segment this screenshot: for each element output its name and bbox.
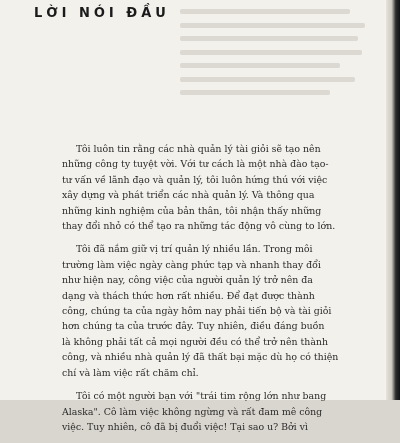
show-through-text	[180, 6, 370, 101]
text-line: Tôi đã nắm giữ vị trí quản lý nhiều lần. Trong môi	[76, 244, 313, 256]
text-line: công, chúng ta của ngày hôm nay phải tiến bộ và tài giỏi	[62, 306, 332, 318]
text-line: Alaska". Cô làm việc không ngừng và rất đam mê công	[62, 406, 323, 418]
page-title: LỜI NÓI ĐẦU	[34, 6, 170, 21]
text-line: hơn chúng ta của trước đây. Tuy nhiên, điều đáng buồn	[62, 321, 325, 333]
text-line: công, và nhiều nhà quản lý đã thất bại mặc dù họ có thiện	[62, 352, 339, 364]
text-line: dạng và thách thức hơn rất nhiều. Để đạt được thành	[62, 290, 315, 302]
text-line: là không phải tất cả mọi người đều có thể trở nên thành	[62, 336, 329, 348]
body-text	[62, 142, 374, 443]
text-line: tư vấn về lãnh đạo và quản lý, tôi luôn hứng thú với việc	[62, 174, 328, 186]
text-line: như hiện nay, công việc của người quản lý trở nên đa	[62, 275, 313, 287]
text-line: những kinh nghiệm của bản thân, tôi nhận thấy những	[62, 205, 322, 217]
text-line: xây dựng và phát triển các nhà quản lý. Và thông qua	[62, 190, 315, 202]
paragraph-1	[62, 142, 374, 234]
text-line: thay đổi nhỏ có thể tạo ra những tác động vô cùng to lớn.	[62, 221, 336, 233]
text-line: việc. Tuy nhiên, cô đã bị đuổi việc! Tại sao u? Bởi vì	[62, 421, 308, 433]
book-binding-edge	[386, 0, 400, 400]
paragraph-2	[62, 242, 374, 381]
text-line: trường làm việc ngày càng phức tạp và nhanh thay đổi	[62, 259, 321, 271]
text-line: những công ty tuyệt vời. Với tư cách là một nhà đào tạo-	[62, 159, 329, 171]
text-line: chí và làm việc rất chăm chỉ.	[62, 367, 199, 379]
text-line: Tôi có một người bạn với "trái tim rộng lớn như bang	[76, 391, 327, 403]
paragraph-3	[62, 389, 374, 435]
text-line: Tôi luôn tin rằng các nhà quản lý tài giỏi sẽ tạo nên	[76, 144, 321, 155]
